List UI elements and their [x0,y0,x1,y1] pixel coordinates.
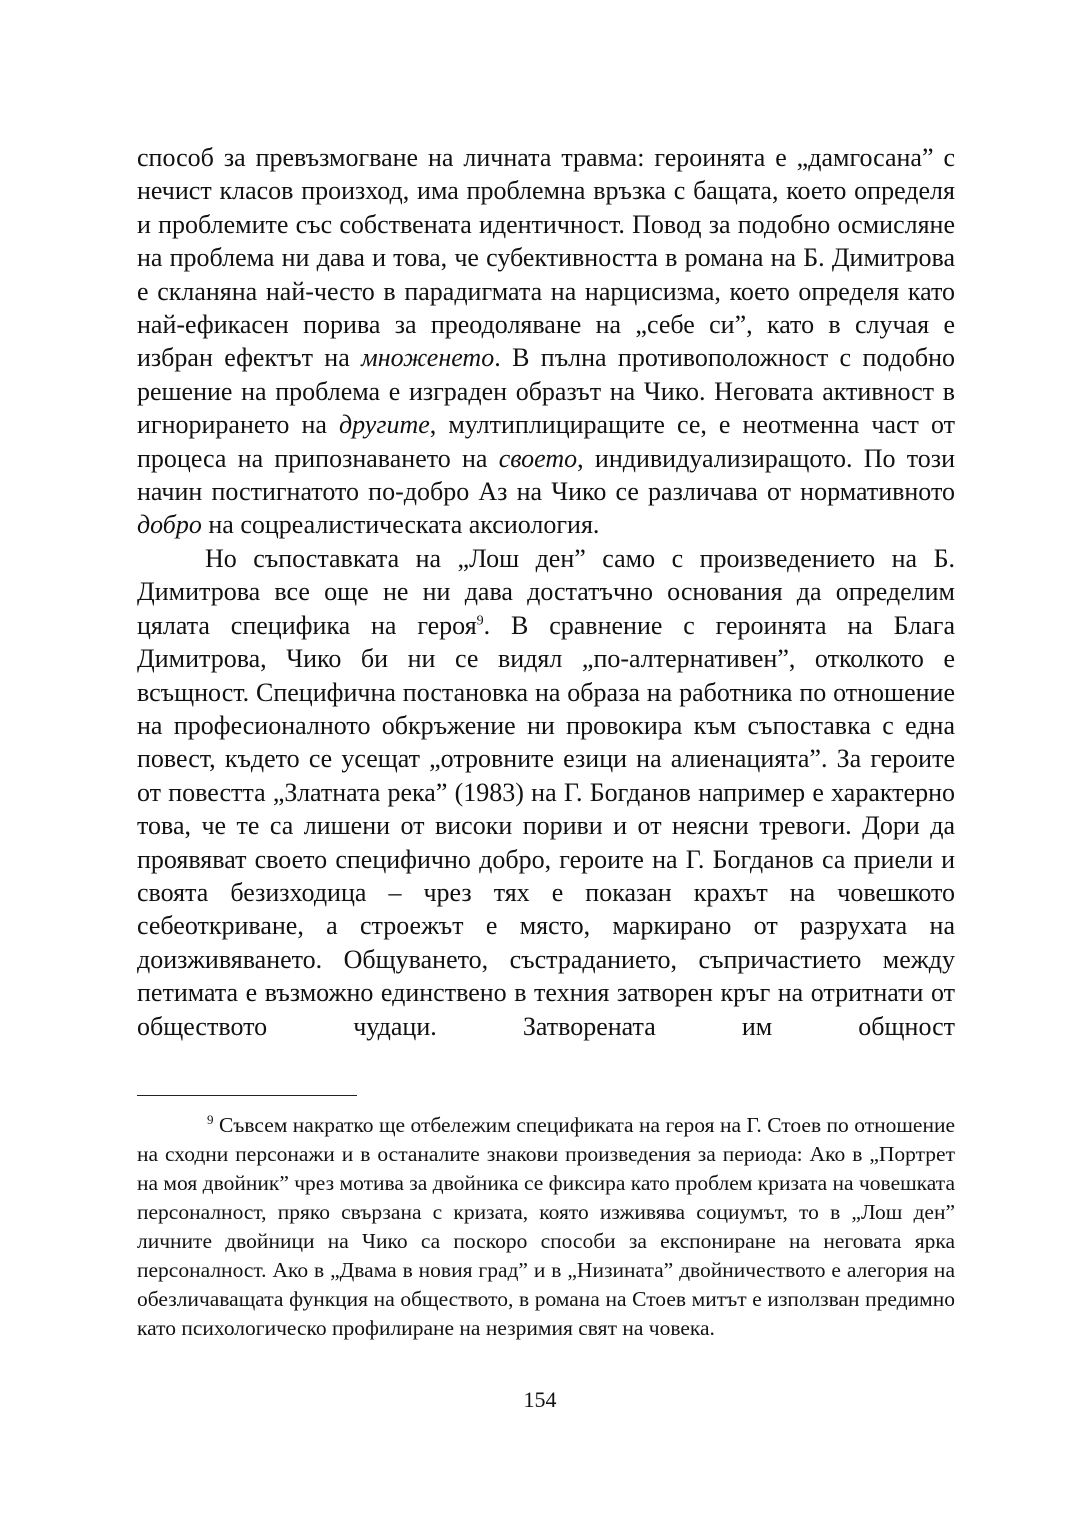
paragraph-2-text-1: Но съпоставката на „Лош ден” само с произведението на Б. Димитрова все още не ни дава достатъчно основания да определим цялата специфика на героя [137,543,955,640]
emphasis-dobro: добро [137,510,202,540]
footnote-reference[interactable]: 9 [476,613,484,629]
paragraph-1-text-2: . В пълна противоположност с подобно решение на проблема е изграден образът на Чико. Неговата активност в игнорирането на [137,343,955,440]
footnote-paragraph [137,1111,955,1343]
footnote [137,1111,955,1343]
paragraph-1-text-3: , мултиплициращите се, е неотменна част от процеса на припознаването на [137,410,955,473]
footnote-text: Съвсем накратко ще отбележим спецификата на героя на Г. Стоев по отношение на сходни персонажи и в останалите знакови произведения за периода: Ако в „Портрет на моя двойник” чрез мотива за двойника се фиксира като проблем кризата на човешката персоналност, пряко свързана с кризата, която изживява социумът, то в „Лош ден” личните двойници на Чико са поскоро способи за експониране на неговата ярка персоналност. Ако в „Двама в новия град” и в „Низината” двойничеството е алегория на обезличаващата функция на обществото, в романа на Стоев митът е използван предимно като психологическо профилиране на незримия свят на човека. [137,1113,955,1340]
emphasis-mnozhenieto: множенето [361,343,495,373]
emphasis-drugite: другите [338,410,430,440]
emphasis-svoeto: своето [498,443,578,473]
page-number: 154 [523,1387,557,1412]
paragraph-2 [137,542,955,1043]
paragraph-2-text-2: . В сравнение с героинята на Блага Димитрова, Чико би ни се видял „по-алтернативен”, отколкото е всъщност. Специфична постановка на образа на работника по отношение на професионалното обкръжение ни провокира към съпоставка с една повест, където се усещат „отровните езици на алиенацията”. За героите от повестта „Златната река” (1983) на Г. Богданов например е характерно това, че те са лишени от високи пориви и от неясни тревоги. Дори да проявяват своето специфично добро, героите на Г. Богданов са приели и своята безизходица – чрез тях е показан крахът на човешкото себеоткриване, а строежът е място, маркирано от разрухата на доизживяването. Общуването, състраданието, съпричастието между петимата е възможно единствено в техния затворен кръг на отритнати от обществото чудаци. Затворената им общност [137,610,955,1041]
footnote-number: 9 [207,1111,214,1127]
main-text [137,141,955,1043]
page-body [137,141,955,1043]
paragraph-1-text-4: , индивидуализиращото. По този начин постигнатото по-добро Аз на Чико се различава от нормативното [137,443,955,507]
paragraph-1-text-5: на соцреалистическата аксиология. [201,510,600,540]
footnote-separator [137,1095,357,1096]
paragraph-1 [137,141,955,542]
paragraph-1-text-1: способ за превъзмогване на личната травма: героинята е „дамгосана” с нечист класов произход, има проблемна връзка с бащата, което определя и проблемите със собствената идентичност. Повод за подобно осмисляне на проблема ни дава и това, че субективността в романа на Б. Димитрова е скланяна най-често в парадигмата на нарцисизма, което определя като най-ефикасен порива за преодоляване на „себе си”, като в случая е избран ефектът на [137,143,955,373]
